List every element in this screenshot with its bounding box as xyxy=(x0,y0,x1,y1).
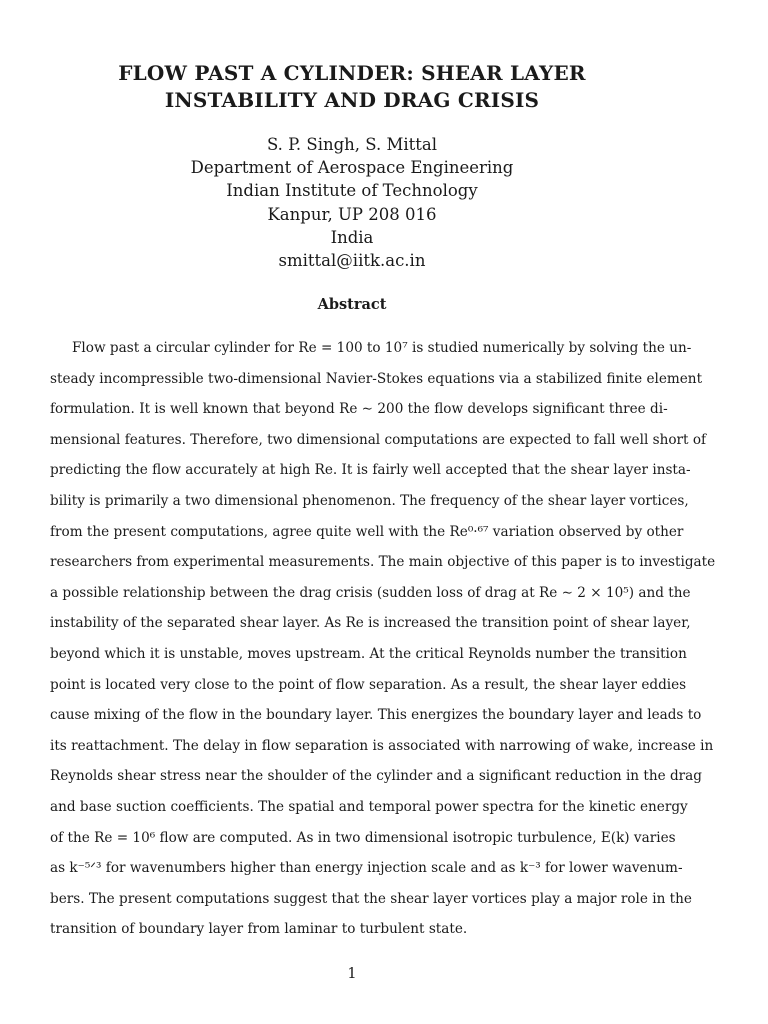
affiliation-department: Department of Aerospace Engineering xyxy=(190,158,514,178)
abstract-line: researchers from experimental measurements. The main objective of this paper is to investigate xyxy=(50,554,716,571)
author-email: smittal@iitk.ac.in xyxy=(278,251,426,271)
page-number: 1 xyxy=(347,966,357,982)
abstract-body xyxy=(50,337,716,949)
affiliation-country: India xyxy=(330,227,374,247)
abstract-line: formulation. It is well known that beyond Re ∼ 200 the flow develops significant three di- xyxy=(50,401,668,418)
abstract-line: transition of boundary layer from laminar to turbulent state. xyxy=(50,921,468,938)
abstract-line: of the Re = 10⁶ flow are computed. As in two dimensional isotropic turbulence, E(k) varies xyxy=(50,829,676,846)
abstract-line: steady incompressible two-dimensional Navier-Stokes equations via a stabilized finite element xyxy=(50,370,703,387)
abstract-heading: Abstract xyxy=(317,296,387,313)
abstract-line: bility is primarily a two dimensional phenomenon. The frequency of the shear layer vortices, xyxy=(50,492,689,509)
title-line-2: INSTABILITY AND DRAG CRISIS xyxy=(164,88,540,112)
author-block xyxy=(0,133,704,272)
abstract-line: point is located very close to the point of flow separation. As a result, the shear layer eddies xyxy=(50,676,687,693)
abstract-line: instability of the separated shear layer. As Re is increased the transition point of shear layer, xyxy=(50,615,691,632)
abstract-line: from the present computations, agree quite well with the Re⁰·⁶⁷ variation observed by other xyxy=(50,523,684,540)
abstract-line: beyond which it is unstable, moves upstream. At the critical Reynolds number the transition xyxy=(50,645,687,662)
abstract-line: a possible relationship between the drag crisis (sudden loss of drag at Re ∼ 2 × 10⁵) and the xyxy=(50,584,691,601)
affiliation-city: Kanpur, UP 208 016 xyxy=(267,204,437,224)
affiliation-institute: Indian Institute of Technology xyxy=(226,181,478,201)
abstract-line: predicting the flow accurately at high Re. It is fairly well accepted that the shear layer insta- xyxy=(50,462,691,479)
title-line-1: FLOW PAST A CYLINDER: SHEAR LAYER xyxy=(118,61,586,85)
paper-title xyxy=(0,60,704,114)
abstract-line: Reynolds shear stress near the shoulder of the cylinder and a significant reduction in the drag xyxy=(50,768,702,785)
abstract-line: and base suction coefficients. The spatial and temporal power spectra for the kinetic energy xyxy=(50,798,688,815)
abstract-line: bers. The present computations suggest that the shear layer vortices play a major role in the xyxy=(50,890,692,907)
abstract-line: Flow past a circular cylinder for Re = 100 to 10⁷ is studied numerically by solving the un- xyxy=(72,340,692,356)
abstract-line: as k⁻⁵ᐟ³ for wavenumbers higher than energy injection scale and as k⁻³ for lower wavenum- xyxy=(50,860,683,877)
author-names: S. P. Singh, S. Mittal xyxy=(266,135,438,154)
abstract-line: mensional features. Therefore, two dimensional computations are expected to fall well short of xyxy=(50,431,707,448)
abstract-line: cause mixing of the flow in the boundary layer. This energizes the boundary layer and leads to xyxy=(50,707,702,724)
abstract-line: its reattachment. The delay in flow separation is associated with narrowing of wake, increase in xyxy=(50,737,714,754)
